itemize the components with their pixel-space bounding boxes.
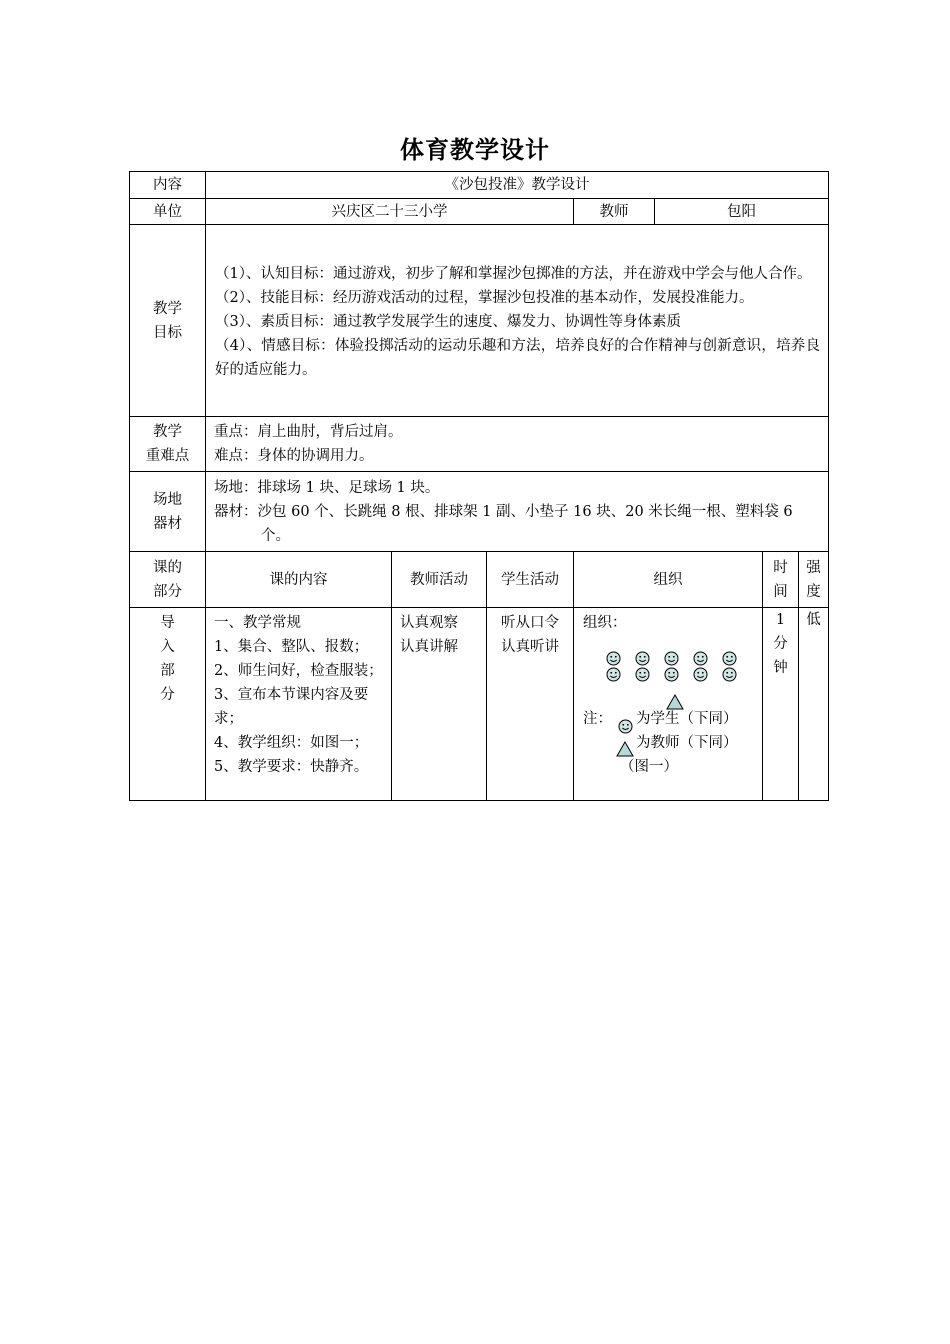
venue-content <box>206 472 829 552</box>
intro-time <box>763 608 799 801</box>
teacher-activity-line: 认真观察 <box>400 615 458 631</box>
intro-part-char: 入 <box>160 639 175 655</box>
content-label: 内容 <box>130 172 206 199</box>
student-smiley-icon <box>664 651 679 666</box>
intro-teacher-activity <box>392 608 487 801</box>
header-time <box>763 552 799 608</box>
student-legend: 为学生（下同） <box>636 711 738 727</box>
header-content: 课的内容 <box>206 552 392 608</box>
focus-point: 重点：肩上曲肘，背后过肩。 <box>214 424 403 440</box>
header-teacher-activity: 教师活动 <box>392 552 487 608</box>
organization-diagram <box>574 608 762 800</box>
intro-content-line: 3、宣布本节课内容及要求； <box>214 687 369 727</box>
intro-content-line: 4、教学组织：如图一； <box>214 735 369 751</box>
intro-intensity: 低 <box>799 608 829 801</box>
content-row <box>130 172 829 199</box>
student-row <box>606 667 737 682</box>
intro-part-label <box>130 608 206 801</box>
student-smiley-icon <box>693 667 708 682</box>
intro-content-line: 一、教学常规 <box>214 615 301 631</box>
intro-organization <box>574 608 763 801</box>
student-smiley-icon <box>722 651 737 666</box>
content-value: 《沙包投准》教学设计 <box>206 172 829 199</box>
header-intensity-line1: 强 <box>806 559 821 576</box>
intro-section-row <box>130 608 829 801</box>
document-title: 体育教学设计 <box>400 136 550 164</box>
student-smiley-icon <box>635 667 650 682</box>
difficulty-point: 难点：身体的协调用力。 <box>214 448 374 464</box>
organization-label: 组织： <box>583 615 627 631</box>
intro-content-line: 1、集合、整队、报数； <box>214 639 369 655</box>
intro-part-char: 导 <box>160 615 175 631</box>
venue-label-line2: 器材 <box>153 515 182 532</box>
section-header-row <box>130 552 829 608</box>
intro-content <box>206 608 392 801</box>
venue-row <box>130 472 829 552</box>
teacher-legend: 为教师（下同） <box>636 735 738 751</box>
intro-content-line: 5、教学要求：快静齐。 <box>214 759 369 775</box>
intro-part-char: 分 <box>160 687 175 703</box>
unit-value: 兴庆区二十三小学 <box>206 199 574 225</box>
teacher-value: 包阳 <box>655 199 829 225</box>
key-points-label-line2: 重难点 <box>145 448 190 464</box>
header-intensity <box>799 552 829 608</box>
unit-label: 单位 <box>130 199 206 225</box>
student-smiley-icon <box>606 651 621 666</box>
venue-label-line1: 场地 <box>153 491 182 508</box>
student-smiley-icon <box>606 667 621 682</box>
goals-label <box>130 225 206 417</box>
goal-cognitive: （1）、认知目标：通过游戏，初步了解和掌握沙包掷准的方法，并在游戏中学会与他人合作。 <box>215 265 812 282</box>
time-char: 分 <box>773 636 788 652</box>
goal-quality: （3）、素质目标：通过教学发展学生的速度、爆发力、协调性等身体素质 <box>215 313 681 330</box>
venue-site: 场地：排球场 1 块、足球场 1 块。 <box>214 479 440 496</box>
header-part <box>130 552 206 608</box>
time-char: 钟 <box>773 660 788 676</box>
key-points-label <box>130 417 206 472</box>
key-points-label-line1: 教学 <box>153 424 182 440</box>
student-row <box>606 651 737 666</box>
teacher-activity-line: 认真讲解 <box>400 639 458 655</box>
lesson-plan-table <box>129 171 829 801</box>
student-smiley-icon <box>664 667 679 682</box>
header-time-line2: 间 <box>773 583 788 600</box>
teacher-label: 教师 <box>574 199 655 225</box>
time-char: 1 <box>775 612 786 628</box>
student-formation <box>606 651 737 683</box>
student-smiley-icon <box>635 651 650 666</box>
student-activity-line: 听从口令 <box>501 615 559 631</box>
key-points-row <box>130 417 829 472</box>
figure-caption: （图一） <box>620 759 678 775</box>
goal-emotion: （4）、情感目标：体验投掷活动的运动乐趣和方法，培养良好的合作精神与创新意识，培养良好的适应能力。 <box>215 337 821 378</box>
goal-skill: （2）、技能目标：经历游戏活动的过程，掌握沙包投准的基本动作，发展投准能力。 <box>215 289 754 306</box>
venue-equipment: 器材：沙包 60 个、长跳绳 8 根、排球架 1 副、小垫子 16 块、20 米长绳一根、塑料袋 6 <box>214 503 793 520</box>
goals-row <box>130 225 829 417</box>
goals-label-line1: 教学 <box>153 300 182 317</box>
key-points-content <box>206 417 829 472</box>
student-smiley-icon <box>722 667 737 682</box>
header-student-activity: 学生活动 <box>487 552 574 608</box>
header-part-line1: 课的 <box>153 559 182 576</box>
note-label: 注： <box>583 711 612 727</box>
header-part-line2: 部分 <box>153 583 182 600</box>
unit-row <box>130 199 829 225</box>
intro-content-line: 2、师生问好，检查服装； <box>214 663 383 679</box>
student-activity-line: 认真听讲 <box>501 639 559 655</box>
header-organization: 组织 <box>574 552 763 608</box>
header-intensity-line2: 度 <box>806 583 821 600</box>
goals-label-line2: 目标 <box>153 324 182 341</box>
header-time-line1: 时 <box>773 559 788 576</box>
intro-student-activity <box>487 608 574 801</box>
venue-label <box>130 472 206 552</box>
legend-smiley-face-icon <box>618 719 633 734</box>
venue-equipment-cont: 个。 <box>261 527 290 544</box>
goals-content <box>206 225 829 417</box>
intro-part-char: 部 <box>160 663 175 679</box>
student-smiley-icon <box>693 651 708 666</box>
